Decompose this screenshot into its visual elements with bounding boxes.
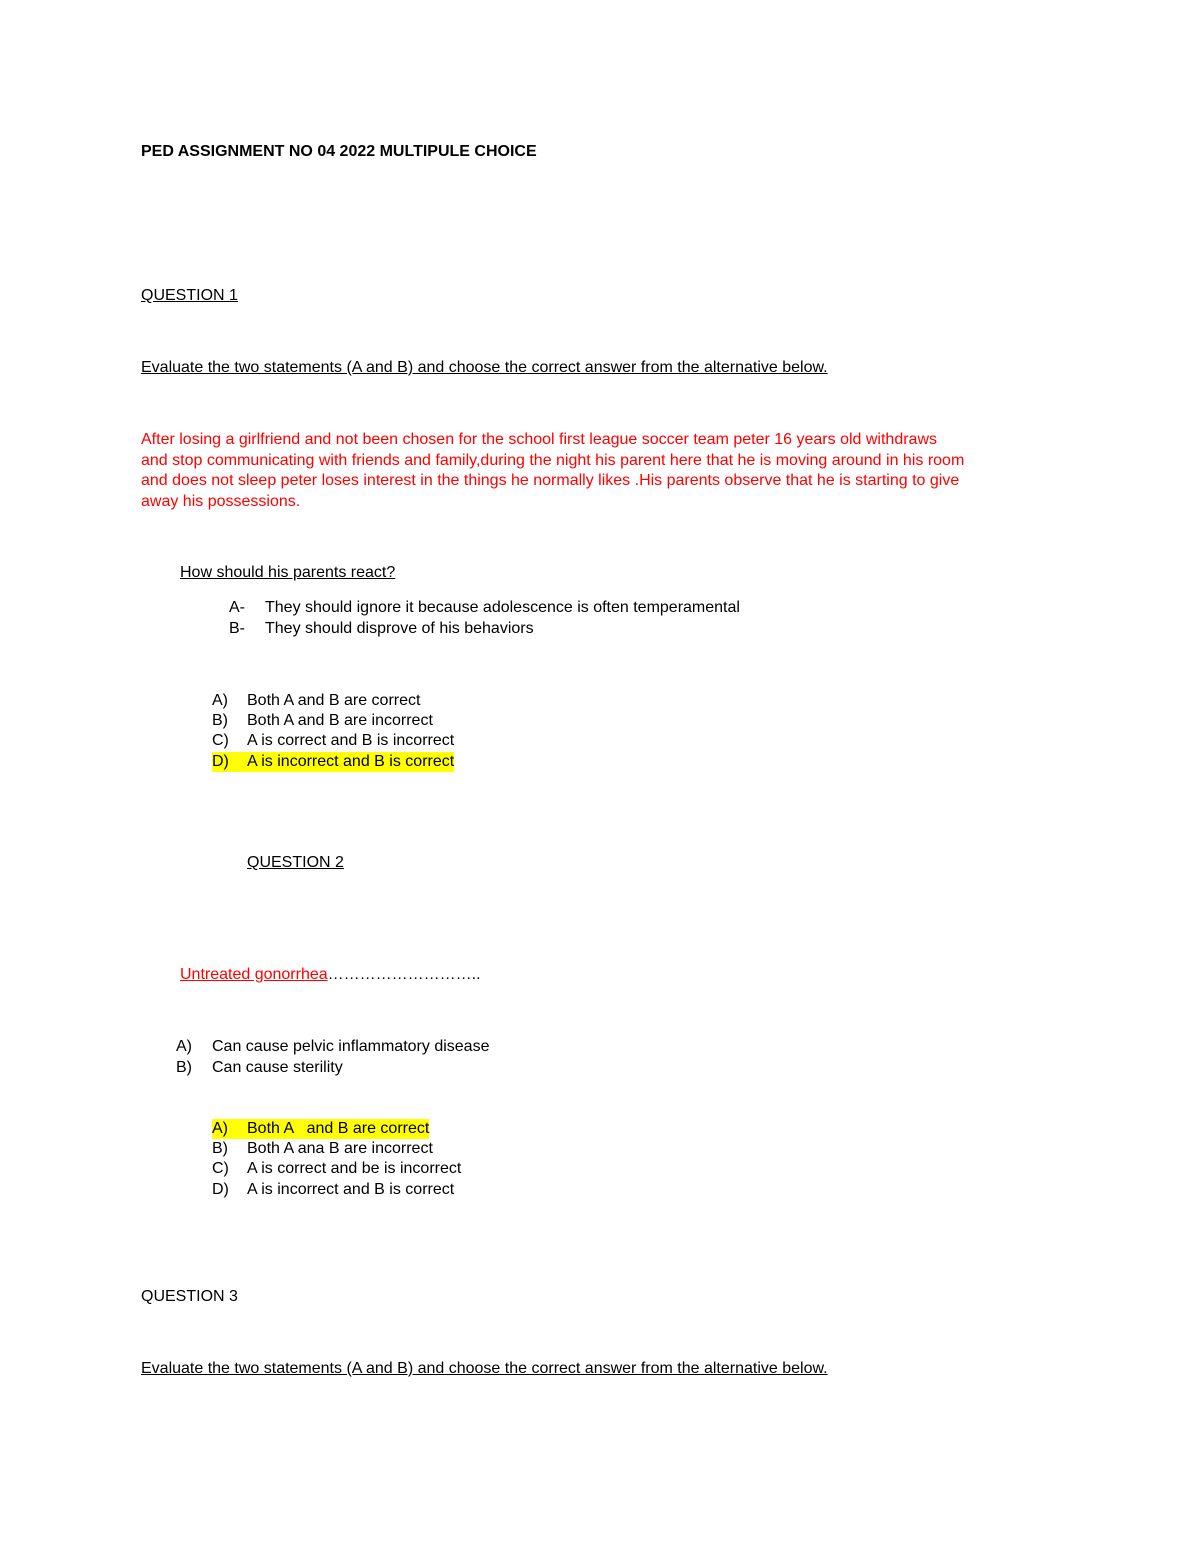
statement-label: B- (229, 620, 245, 637)
question-1-scenario (141, 430, 1061, 512)
question-1-prompt: How should his parents react? (180, 564, 396, 581)
scenario-line: away his possessions. (141, 492, 301, 510)
scenario-line: After losing a girlfriend and not been chosen for the school first league soccer team peter 16 years old withdraws (141, 431, 937, 448)
option-label: A) (212, 1120, 228, 1137)
document-title: PED ASSIGNMENT NO 04 2022 MULTIPULE CHOICE (141, 143, 537, 160)
statement-label: B) (176, 1059, 192, 1076)
option-text: A is incorrect and B is correct (247, 753, 455, 770)
option-text: A is correct and B is incorrect (247, 732, 455, 749)
question-2-stem (180, 965, 481, 985)
q1-option-a[interactable] (212, 691, 420, 711)
option-text: A is correct and be is incorrect (247, 1160, 462, 1177)
q2-statement-a (176, 1037, 489, 1057)
question-1-instruction: Evaluate the two statements (A and B) and choose the correct answer from the alternative below. (141, 359, 828, 376)
question-2-stem-dots: ……………………….. (327, 966, 481, 983)
option-label: D) (212, 753, 229, 770)
option-text: A is incorrect and B is correct (247, 1181, 455, 1198)
q2-option-c[interactable] (212, 1159, 461, 1179)
q2-statement-b (176, 1058, 343, 1078)
option-text: Both A ana B are incorrect (247, 1140, 433, 1157)
option-label: C) (212, 1160, 229, 1177)
option-text: Both A and B are incorrect (247, 712, 433, 729)
option-label: D) (212, 1181, 229, 1198)
option-label: C) (212, 732, 229, 749)
statement-text: They should disprove of his behaviors (265, 620, 534, 637)
statement-text: Can cause pelvic inflammatory disease (212, 1038, 490, 1055)
q1-option-d-highlighted-answer[interactable] (212, 752, 454, 772)
statement-label: A) (176, 1038, 192, 1055)
q1-option-c[interactable] (212, 731, 454, 751)
scenario-line: and does not sleep peter loses interest in the things he normally likes .His parents observe that he is starting to give (141, 472, 960, 489)
q2-option-a-highlighted-answer[interactable] (212, 1119, 429, 1139)
statement-label: A- (229, 599, 245, 616)
question-2-heading: QUESTION 2 (247, 854, 344, 871)
scenario-line: and stop communicating with friends and family,during the night his parent here that he is moving around in his room (141, 451, 965, 469)
statement-b (229, 619, 534, 639)
q2-option-b[interactable] (212, 1139, 433, 1159)
question-3-instruction: Evaluate the two statements (A and B) and choose the correct answer from the alternative below. (141, 1360, 828, 1377)
option-text: Both A and B are correct (247, 692, 421, 709)
question-2-stem-text: Untreated gonorrhea (180, 966, 328, 983)
question-3-heading: QUESTION 3 (141, 1288, 238, 1305)
q1-option-b[interactable] (212, 711, 433, 731)
statement-text: Can cause sterility (212, 1059, 343, 1076)
option-label: A) (212, 692, 228, 709)
statement-a (229, 598, 740, 618)
option-label: B) (212, 712, 228, 729)
question-1-heading: QUESTION 1 (141, 287, 238, 304)
option-text: Both A and B are correct (247, 1120, 430, 1137)
statement-text: They should ignore it because adolescence is often temperamental (265, 599, 740, 616)
q2-option-d[interactable] (212, 1180, 454, 1200)
option-label: B) (212, 1140, 228, 1157)
